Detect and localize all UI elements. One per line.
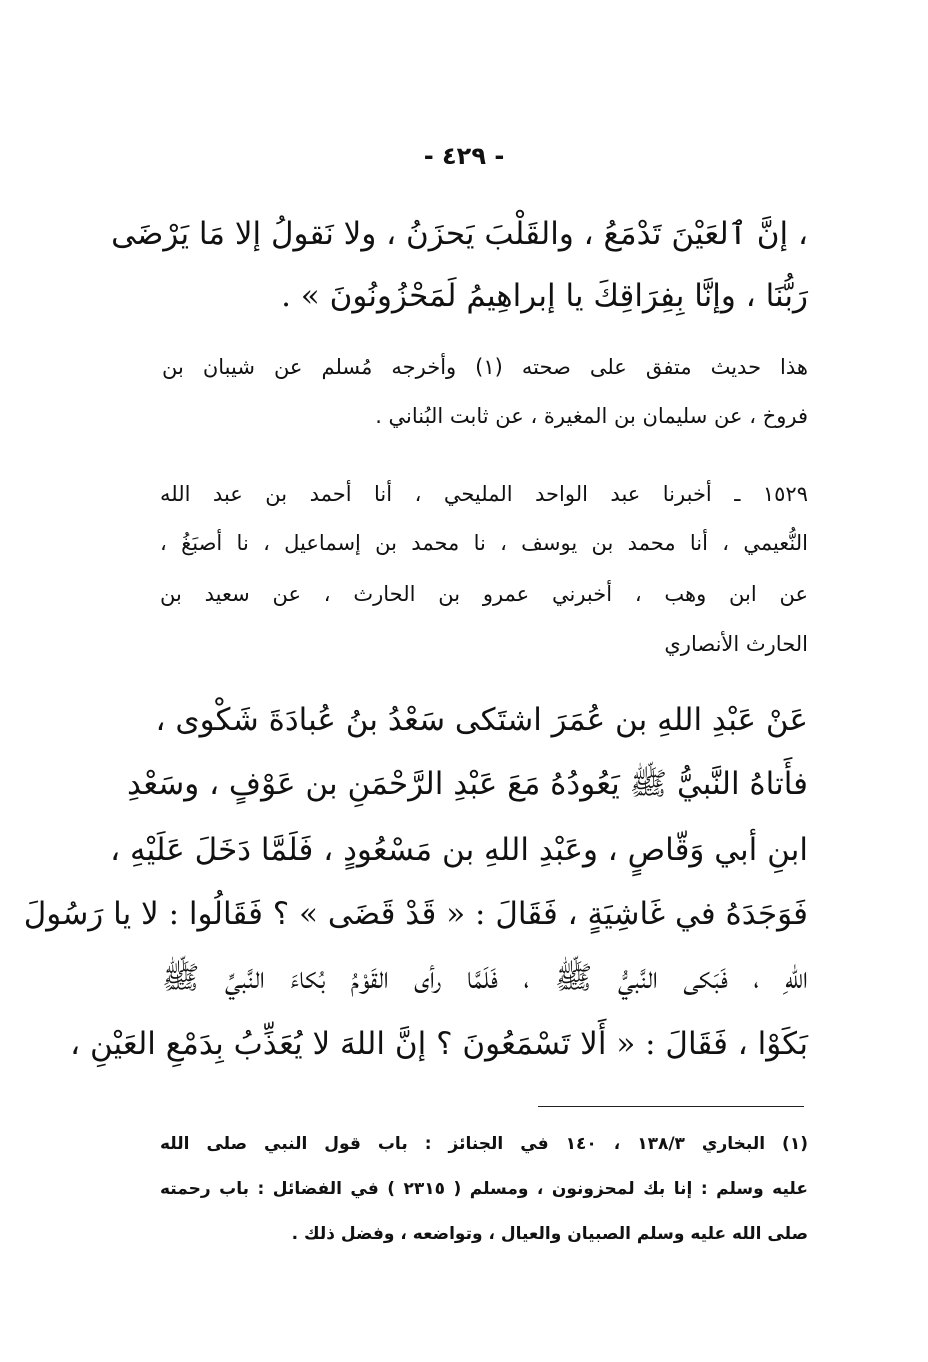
commentary-line: هذا حديث متفق على صحته (١) وأخرجه مُسلم عن شيبان بن xyxy=(162,355,808,379)
footnote-line: صلى الله عليه وسلم الصبيان والعيال ، وتواضعه ، وفضل ذلك . xyxy=(291,1224,808,1244)
footnote-line: عليه وسلم : إنا بك لمحزونون ، ومسلم ( ٢٣١٥ ) في الفضائل : باب رحمته xyxy=(160,1179,808,1199)
isnad-line: ١٥٢٩ ـ أخبرنا عبد الواحد المليحي ، أنا أحمد بن عبد الله xyxy=(160,482,808,506)
hadith-main-line: بَكَوْا ، فَقَالَ : « أَلا تَسْمَعُونَ ؟ إنَّ اللهَ لا يُعَذِّبُ بِدَمْعِ العَيْنِ ، xyxy=(70,1026,808,1062)
isnad-line: النُّعيمي ، أنا محمد بن يوسف ، نا محمد بن إسماعيل ، نا أصبَغُ ، xyxy=(160,531,808,555)
hadith-main-line: ابنِ أبي وَقّاصٍ ، وعَبْدِ اللهِ بن مَسْعُودٍ ، فَلَمَّا دَخَلَ عَلَيْهِ ، xyxy=(110,832,808,868)
hadith-main-line: اللهِ ، فَبَكى النَّبيُّ ﷺ ، فَلَمَّا رأى القَوْمُ بُكاءَ النَّبيِّ ﷺ xyxy=(162,960,808,996)
hadith-main-line: فأَتاهُ النَّبيُّ ﷺ يَعُودُهُ مَعَ عَبْدِ الرَّحْمَنِ بن عَوْفٍ ، وسَعْدِ xyxy=(127,766,808,802)
hadith-main-line: عَنْ عَبْدِ اللهِ بن عُمَرَ اشتَكى سَعْدُ بنُ عُبادَةَ شَكْوى ، xyxy=(155,702,808,738)
hadith-text-line: رَبُّنَا ، وإنَّا بِفِرَاقِكَ يا إبراهِيمُ لَمَحْزُونُونَ » . xyxy=(281,278,808,314)
footnote-line: (١) البخاري ١٣٨/٣ ، ١٤٠ في الجنائز : باب قول النبي صلى الله xyxy=(160,1134,808,1154)
footnote-divider xyxy=(538,1106,804,1107)
hadith-text-line: ، إنَّ ٱلعَيْنَ تَدْمَعُ ، والقَلْبَ يَحزَنُ ، ولا نَقولُ إلا مَا يَرْضَى xyxy=(111,216,808,252)
commentary-line: فروخ ، عن سليمان بن المغيرة ، عن ثابت البُناني . xyxy=(375,404,808,428)
isnad-line: عن ابن وهب ، أخبرني عمرو بن الحارث ، عن سعيد بن xyxy=(160,582,808,606)
isnad-line: الحارث الأنصاري xyxy=(664,632,808,656)
hadith-main-line: فَوَجَدَهُ في غَاشِيَةٍ ، فَقَالَ : « قَدْ قَضَى » ؟ فَقَالُوا : لا يا رَسُولَ xyxy=(23,896,808,932)
page-number: - ٤٢٩ - xyxy=(423,142,505,170)
